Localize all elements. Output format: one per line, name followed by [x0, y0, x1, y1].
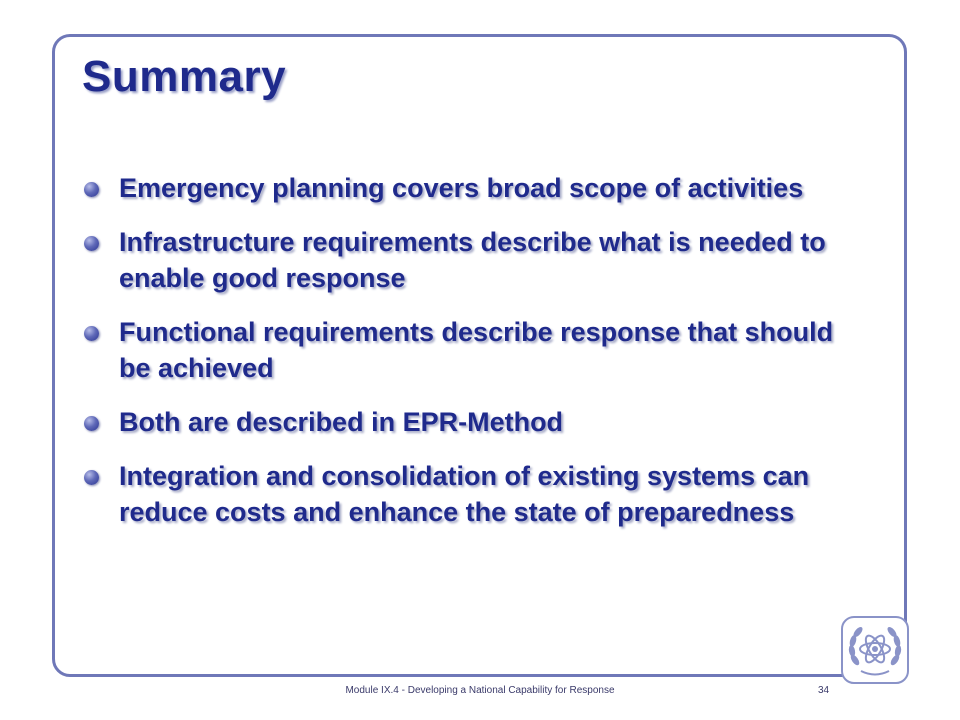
bullet-dot-icon [84, 236, 99, 251]
bullet-dot-icon [84, 470, 99, 485]
bullet-item [82, 404, 872, 440]
bullet-list [82, 170, 872, 548]
bullet-text: Emergency planning covers broad scope of activities [119, 173, 804, 203]
bullet-dot-icon [84, 326, 99, 341]
bullet-item [82, 458, 872, 530]
bullet-item [82, 170, 872, 206]
iaea-emblem-icon [841, 616, 909, 684]
page-number: 34 [818, 685, 830, 696]
bullet-item [82, 224, 872, 296]
bullet-text: Integration and consolidation of existing systems can reduce costs and enhance the state of preparedness [119, 461, 810, 527]
bullet-dot-icon [84, 182, 99, 197]
bullet-text: Both are described in EPR-Method [119, 407, 564, 437]
bullet-text: Functional requirements describe response that should be achieved [119, 317, 834, 383]
bullet-text: Infrastructure requirements describe what is needed to enable good response [119, 227, 826, 293]
slide-title: Summary [82, 52, 287, 101]
bullet-dot-icon [84, 416, 99, 431]
bullet-item [82, 314, 872, 386]
slide-footer: Module IX.4 - Developing a National Capability for Response [345, 685, 615, 696]
